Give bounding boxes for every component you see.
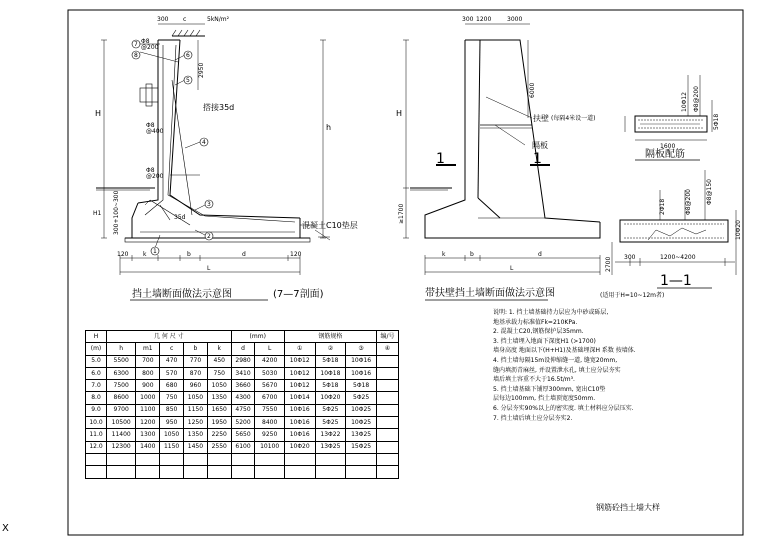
- note-line: 说明: 1. 挡土墙基础持力层应为中砂或砾层,: [493, 309, 609, 316]
- table-cell: 950: [160, 417, 184, 429]
- table-cell: [107, 453, 136, 465]
- table-cell: [376, 453, 398, 465]
- table-cell: 5Φ18: [315, 380, 346, 392]
- partition-rebar-c: 5Φ18: [713, 113, 720, 130]
- table-cell: [284, 453, 315, 465]
- table-cell: 1050: [184, 392, 208, 404]
- note-line: 7. 挡土墙后填土应分层夯实2.: [493, 414, 573, 422]
- table-subheader-row: [86, 343, 399, 355]
- table-cell: [376, 367, 398, 379]
- table-cell: 8.0: [86, 392, 107, 404]
- table-cell: 5Φ25: [315, 417, 346, 429]
- left-figure-title: 挡土墙断面做法示意图: [132, 289, 232, 300]
- table-cell: 960: [184, 380, 208, 392]
- rebar-mid-spacing: @400: [146, 128, 164, 135]
- table-cell: [346, 466, 377, 478]
- table-cell: 1150: [160, 441, 184, 453]
- table-cell: 570: [160, 367, 184, 379]
- table-cell: 5670: [255, 380, 284, 392]
- table-cell: 10Φ16: [284, 404, 315, 416]
- s11-label-d: 10Φ20: [735, 220, 742, 240]
- table-cell: 1050: [207, 380, 231, 392]
- sub-c: c: [160, 343, 184, 355]
- header-number: 编/号: [376, 331, 398, 343]
- rebar-bot-dia: Φ8: [146, 167, 155, 174]
- callout-7: 7: [134, 41, 138, 48]
- table-body: [86, 355, 399, 478]
- table-cell: [136, 466, 160, 478]
- table-cell: 13Φ25: [315, 441, 346, 453]
- table-row: [86, 355, 399, 367]
- table-cell: 9.0: [86, 404, 107, 416]
- table-cell: 5Φ25: [346, 392, 377, 404]
- note-line: 3. 挡土墙埋入地面下深度H1 (>1700): [493, 337, 596, 345]
- table-cell: [231, 466, 255, 478]
- note-line: 缝内填沥青麻丝, 并设置泄水孔, 填土应分层夯实: [493, 366, 621, 374]
- sub-b: b: [184, 343, 208, 355]
- table-cell: [107, 466, 136, 478]
- table-cell: 5Φ18: [346, 380, 377, 392]
- table-cell: 1250: [184, 417, 208, 429]
- table-cell: 5.0: [86, 355, 107, 367]
- sub-m: (m): [86, 343, 107, 355]
- partition-dim-1600: 1600: [660, 143, 676, 150]
- sub-h: h: [107, 343, 136, 355]
- table-cell: 6700: [255, 392, 284, 404]
- dim-bottom-left: 300+100~300: [113, 190, 120, 235]
- table-cell: 450: [207, 355, 231, 367]
- table-cell: 850: [160, 404, 184, 416]
- dim-top-c: c: [183, 16, 187, 23]
- dim-bottom-b: b: [187, 251, 191, 258]
- table-cell: 1000: [136, 392, 160, 404]
- table-cell: [315, 453, 346, 465]
- table-cell: 10100: [255, 441, 284, 453]
- right-buttress-wall: [403, 24, 600, 300]
- table-row: [86, 404, 399, 416]
- table-cell: 750: [160, 392, 184, 404]
- table-cell: 870: [184, 367, 208, 379]
- table-cell: 10Φ20: [284, 441, 315, 453]
- table-cell: 3660: [231, 380, 255, 392]
- table-cell: 8400: [255, 417, 284, 429]
- table-cell: [376, 417, 398, 429]
- table-cell: 2980: [231, 355, 255, 367]
- table-cell: 4300: [231, 392, 255, 404]
- dim-total-L: L: [207, 265, 211, 272]
- sub-r4: ④: [376, 343, 398, 355]
- table-cell: 5Φ18: [315, 355, 346, 367]
- callout-6: 6: [186, 52, 190, 59]
- table-cell: [184, 466, 208, 478]
- dim-bottom-120-right: 120: [290, 251, 302, 258]
- table-cell: 8600: [107, 392, 136, 404]
- r-dim-b: b: [470, 251, 474, 258]
- table-cell: 1450: [184, 441, 208, 453]
- table-cell: 1400: [136, 441, 160, 453]
- table-cell: 770: [184, 355, 208, 367]
- table-cell: 7500: [107, 380, 136, 392]
- header-rebar: 钢筋规格: [284, 331, 376, 343]
- table-cell: 1300: [136, 429, 160, 441]
- note-line: 墙身高度 地面以下(H+H1)及基础埋深H 系数 按墙体.: [493, 347, 636, 355]
- callout-5: 5: [186, 77, 190, 84]
- lap-splice-label: 搭接35d: [203, 103, 235, 112]
- buttress-label: 扶壁: [533, 114, 549, 123]
- table-row: [86, 441, 399, 453]
- section-1-1-detail: [612, 170, 736, 288]
- table-cell: 10Φ25: [346, 417, 377, 429]
- table-cell: 10.0: [86, 417, 107, 429]
- table-cell: 5200: [231, 417, 255, 429]
- table-cell: 800: [136, 367, 160, 379]
- sub-r1: ①: [284, 343, 315, 355]
- sub-L: L: [255, 343, 284, 355]
- design-notes: [493, 308, 728, 423]
- table-cell: 1650: [207, 404, 231, 416]
- r-dim-300: 300: [462, 16, 474, 23]
- r-dim-L: L: [510, 265, 514, 272]
- table-cell: 10Φ20: [315, 392, 346, 404]
- table-cell: 12300: [107, 441, 136, 453]
- table-cell: 1150: [184, 404, 208, 416]
- table-cell: 700: [136, 355, 160, 367]
- table-cell: [86, 466, 107, 478]
- r-dim-1200: 1200: [476, 16, 492, 23]
- section-mark-right: 1: [533, 151, 542, 167]
- table-header-row: [86, 331, 399, 343]
- table-cell: [315, 466, 346, 478]
- table-cell: 15Φ25: [346, 441, 377, 453]
- sub-k: k: [207, 343, 231, 355]
- s11-label-b: Φ8@200: [685, 189, 692, 215]
- table-cell: 5500: [107, 355, 136, 367]
- table-cell: 10Φ18: [315, 367, 346, 379]
- s11-dim-side: 2700: [605, 256, 612, 272]
- dim-bottom-120-left: 120: [117, 251, 129, 258]
- r-dim-3000: 3000: [507, 16, 523, 23]
- table-cell: 750: [207, 367, 231, 379]
- concrete-cushion-note: 混凝土C10垫层: [302, 221, 358, 230]
- partition-rebar-a: 10Φ12: [681, 92, 688, 112]
- table-row-empty: [86, 466, 399, 478]
- table-cell: 3410: [231, 367, 255, 379]
- table-cell: [231, 453, 255, 465]
- table-cell: [184, 453, 208, 465]
- header-geometry: 几 何 尺 寸: [107, 331, 232, 343]
- table-cell: 7.0: [86, 380, 107, 392]
- table-cell: 12.0: [86, 441, 107, 453]
- table-cell: 10Φ12: [284, 355, 315, 367]
- table-cell: [376, 429, 398, 441]
- table-cell: [376, 404, 398, 416]
- table-cell: 13Φ25: [346, 429, 377, 441]
- right-figure-range: (适用于H=10~12m者): [600, 292, 665, 299]
- table-cell: 5650: [231, 429, 255, 441]
- table-cell: 10Φ25: [346, 404, 377, 416]
- partition-title: 隔板配筋: [645, 149, 685, 160]
- table-cell: 5030: [255, 367, 284, 379]
- dim-h-inner: h: [326, 123, 332, 132]
- note-line: 地基承载力标准值Fk=210KPa.: [493, 318, 578, 326]
- table-cell: 9250: [255, 429, 284, 441]
- table-cell: 2250: [207, 429, 231, 441]
- table-cell: 900: [136, 380, 160, 392]
- dim-h1-left: H1: [93, 210, 102, 217]
- s11-dim-300: 300: [624, 254, 636, 261]
- dim-bottom-k: k: [143, 251, 147, 258]
- sub-r2: ②: [315, 343, 346, 355]
- table-cell: [346, 453, 377, 465]
- note-line: 6. 分层夯实90%以上的密实度. 填土材料应分层压实.: [493, 404, 634, 412]
- table-cell: 7550: [255, 404, 284, 416]
- header-h: H: [86, 331, 107, 343]
- note-line: 5. 挡土墙基础下铺厚300mm, 宽出C10垫: [493, 385, 606, 393]
- table-cell: [376, 392, 398, 404]
- table-cell: 6300: [107, 367, 136, 379]
- note-line: 4. 挡土墙每隔15m设伸缩缝一道, 缝宽20mm,: [493, 356, 618, 364]
- table-cell: [376, 466, 398, 478]
- table-cell: 10Φ16: [346, 355, 377, 367]
- dimension-table: [85, 330, 399, 479]
- r-dim-k: k: [442, 251, 446, 258]
- table-row: [86, 417, 399, 429]
- table-cell: 9700: [107, 404, 136, 416]
- table-cell: 10Φ14: [284, 392, 315, 404]
- callout-3: 3: [207, 201, 211, 208]
- note-line: 墙后填土容重不大于16.5t/m³.: [493, 376, 575, 384]
- table-cell: 470: [160, 355, 184, 367]
- table-cell: 1350: [207, 392, 231, 404]
- table-cell: 13Φ22: [315, 429, 346, 441]
- note-line: 层每边100mm, 挡土墙顶宽度50mm.: [493, 395, 596, 403]
- callout-1: 1: [153, 248, 157, 255]
- s11-label-c: Φ8@150: [706, 179, 713, 205]
- dim-bottom-d: d: [242, 251, 246, 258]
- table-cell: [376, 380, 398, 392]
- table-cell: 10Φ16: [346, 367, 377, 379]
- buttress-note: (每隔4米设一道): [551, 115, 596, 122]
- table-cell: [160, 453, 184, 465]
- rebar-top-spacing: @200: [141, 44, 159, 51]
- rebar-bot-spacing: @200: [146, 173, 164, 180]
- table-cell: 2550: [207, 441, 231, 453]
- table-cell: 10Φ16: [284, 417, 315, 429]
- callout-4: 4: [202, 139, 206, 146]
- sub-r3: ③: [346, 343, 377, 355]
- table-row: [86, 380, 399, 392]
- table-cell: 11.0: [86, 429, 107, 441]
- table-cell: [255, 466, 284, 478]
- s11-label-a: 2Φ18: [659, 198, 666, 215]
- s11-title: 1—1: [660, 273, 692, 289]
- r-dim-H: H: [396, 109, 403, 118]
- s11-dim-range: 1200~4200: [660, 254, 696, 261]
- table-cell: [86, 453, 107, 465]
- table-cell: 11400: [107, 429, 136, 441]
- table-cell: [207, 453, 231, 465]
- partition-label: 隔板: [532, 141, 548, 150]
- table-row: [86, 392, 399, 404]
- dim-h-left: H: [95, 109, 102, 118]
- table-cell: [136, 453, 160, 465]
- table-cell: 1200: [136, 417, 160, 429]
- header-unit: (mm): [231, 331, 284, 343]
- sub-m1: m1: [136, 343, 160, 355]
- r-dim-d: d: [538, 251, 542, 258]
- table-cell: [376, 355, 398, 367]
- table-cell: [255, 453, 284, 465]
- note-line: 2. 混凝土C20,钢筋保护层35mm.: [493, 328, 584, 336]
- anchor-35d: 35d: [174, 214, 186, 221]
- table-cell: [160, 466, 184, 478]
- callout-8: 8: [134, 52, 138, 59]
- table-cell: 4750: [231, 404, 255, 416]
- stamp-label: 钢筋砼挡土墙大样: [596, 503, 660, 512]
- table-cell: 680: [160, 380, 184, 392]
- section-mark-left: 1: [436, 151, 445, 167]
- table-cell: 5Φ25: [315, 404, 346, 416]
- table-cell: [284, 466, 315, 478]
- r-dim-h1: ≥1700: [398, 203, 405, 224]
- table-row: [86, 429, 399, 441]
- table-cell: 6100: [231, 441, 255, 453]
- left-retaining-wall: [96, 24, 330, 300]
- table-cell: 4200: [255, 355, 284, 367]
- table-cell: 6.0: [86, 367, 107, 379]
- rebar-mid-dia: Φ8: [146, 122, 155, 129]
- table-cell: 10Φ12: [284, 367, 315, 379]
- table-cell: 1350: [184, 429, 208, 441]
- table-cell: 1050: [160, 429, 184, 441]
- table-row-empty: [86, 453, 399, 465]
- table-cell: 10Φ16: [284, 429, 315, 441]
- right-figure-title: 带扶壁挡土墙断面做法示意图: [425, 288, 555, 299]
- surcharge-load: 5kN/m²: [207, 16, 230, 23]
- sub-d: d: [231, 343, 255, 355]
- r-dim-6000: 6000: [529, 82, 536, 98]
- left-figure-section: (7—7剖面): [273, 289, 324, 300]
- table-cell: 10Φ12: [284, 380, 315, 392]
- table-cell: 1100: [136, 404, 160, 416]
- callout-2: 2: [207, 233, 211, 240]
- table-cell: [207, 466, 231, 478]
- dim-2950: 2950: [198, 62, 205, 78]
- corner-mark: X: [2, 523, 9, 534]
- rebar-top-dia: Φ8: [141, 38, 150, 45]
- table-row: [86, 367, 399, 379]
- dim-top-300: 300: [157, 16, 169, 23]
- table-cell: [376, 441, 398, 453]
- partition-rebar-b: Φ8@200: [693, 86, 700, 112]
- table-cell: 10500: [107, 417, 136, 429]
- table-cell: 1950: [207, 417, 231, 429]
